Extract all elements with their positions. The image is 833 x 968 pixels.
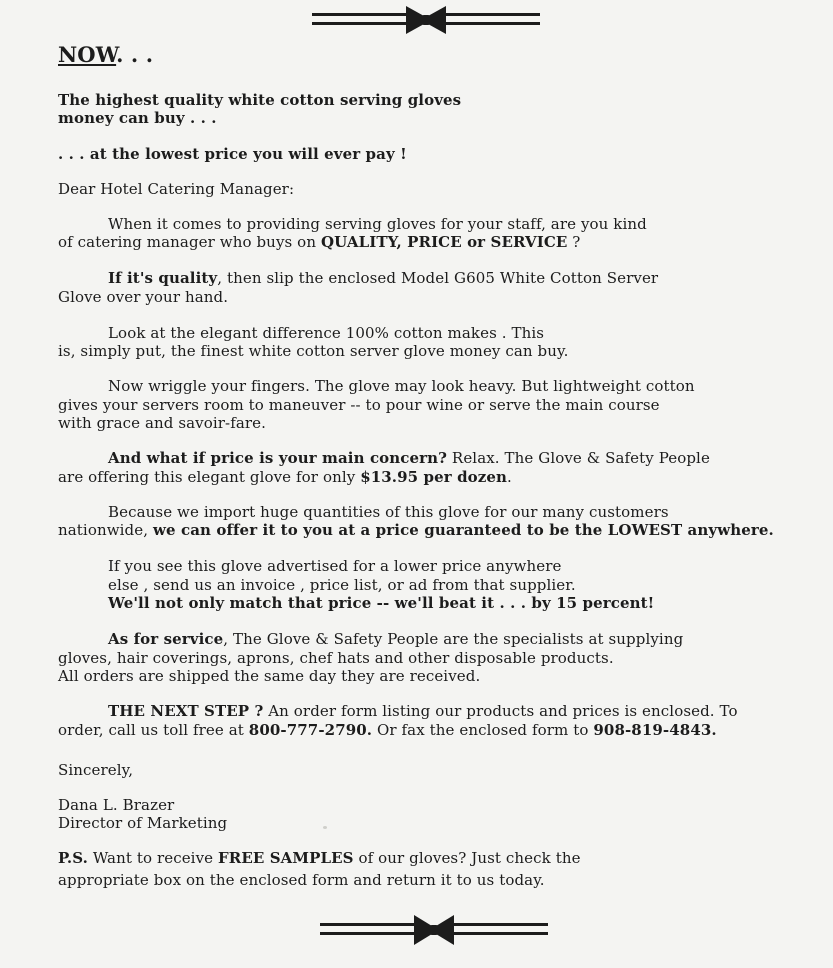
p9-line-2-mid: Or fax the enclosed form to [372, 721, 594, 739]
p5-price-per-dozen: $13.95 per dozen [360, 468, 508, 486]
signer-title: Director of Marketing [58, 814, 228, 832]
p7-line-1: If you see this glove advertised for a lower price anywhere [108, 557, 562, 575]
tagline-line-2: money can buy . . . [58, 109, 217, 127]
p1-line-2 [58, 233, 580, 251]
tagline-line-1: The highest quality white cotton serving gloves [58, 91, 462, 109]
p6-line-2-text: nationwide, [58, 521, 153, 539]
p2-if-quality: If it's quality [108, 269, 218, 287]
p9-line-2 [58, 721, 717, 739]
p2-line-1-text: , then slip the enclosed Model G605 White Cotton Server [217, 269, 659, 287]
p4-line-2: gives your servers room to maneuver -- to pour wine or serve the main course [58, 396, 660, 414]
p5-line-2 [58, 468, 512, 486]
p6-line-1: Because we import huge quantities of this glove for our many customers [108, 503, 669, 521]
p5-price-concern: And what if price is your main concern? [108, 449, 448, 467]
headline-dots: . . . [116, 42, 154, 67]
ps-line-1-end: of our gloves? Just check the [353, 849, 581, 867]
p4-line-3: with grace and savoir-fare. [58, 414, 267, 432]
p9-fax-number: 908-819-4843. [593, 721, 717, 739]
p2-line-2: Glove over your hand. [58, 288, 229, 306]
headline [58, 42, 154, 67]
p5-line-2-text: are offering this elegant glove for only [58, 468, 361, 486]
p8-line-2: gloves, hair coverings, aprons, chef hats and other disposable products. [58, 649, 614, 667]
p9-next-step: THE NEXT STEP ? [108, 702, 264, 720]
p2-line-1 [108, 269, 658, 287]
p3-line-2: is, simply put, the finest white cotton server glove money can buy. [58, 342, 569, 360]
p9-phone-number: 800-777-2790. [248, 721, 373, 739]
ps-line-1 [58, 849, 581, 867]
p7-line-3-beat-price: We'll not only match that price -- we'll beat it . . . by 15 percent! [108, 594, 655, 612]
p9-line-1 [108, 702, 738, 720]
p1-line-2-text: of catering manager who buys on [58, 233, 321, 251]
tagline-line-3: . . . at the lowest price you will ever pay ! [58, 145, 407, 163]
p8-line-3: All orders are shipped the same day they are received. [58, 667, 481, 685]
p8-line-1-text: , The Glove & Safety People are the specialists at supplying [223, 630, 684, 648]
p7-line-2: else , send us an invoice , price list, or ad from that supplier. [108, 576, 576, 594]
p1-line-2-end: ? [567, 233, 581, 251]
p8-as-for-service: As for service [108, 630, 224, 648]
p5-line-1-text: Relax. The Glove & Safety People [447, 449, 710, 467]
bottom-bowtie-ornament [320, 913, 548, 947]
top-bowtie-ornament [312, 4, 540, 36]
ps-line-1-text: Want to receive [87, 849, 219, 867]
p8-line-1 [108, 630, 683, 648]
p5-line-1 [108, 449, 710, 467]
p9-line-2-text: order, call us toll free at [58, 721, 249, 739]
headline-now: NOW [58, 42, 117, 67]
closing: Sincerely, [58, 761, 134, 779]
p6-line-2 [58, 521, 774, 539]
p1-line-1: When it comes to providing serving gloves for your staff, are you kind [108, 215, 647, 233]
p1-quality-price-service: QUALITY, PRICE or SERVICE [320, 233, 568, 251]
p4-line-1: Now wriggle your fingers. The glove may look heavy. But lightweight cotton [108, 377, 695, 395]
signer-name: Dana L. Brazer [58, 796, 175, 814]
ps-line-2: appropriate box on the enclosed form and return it to us today. [58, 871, 545, 889]
ps-label: P.S. [58, 849, 88, 867]
salutation: Dear Hotel Catering Manager: [58, 180, 295, 198]
p5-line-2-end: . [507, 468, 512, 486]
p9-line-1-text: An order form listing our products and prices is enclosed. To [263, 702, 738, 720]
p6-lowest-guarantee: we can offer it to you at a price guaranteed to be the LOWEST anywhere. [152, 521, 774, 539]
paper-speck [323, 826, 327, 829]
p3-line-1: Look at the elegant difference 100% cotton makes . This [108, 324, 545, 342]
ps-free-samples: FREE SAMPLES [218, 849, 354, 867]
